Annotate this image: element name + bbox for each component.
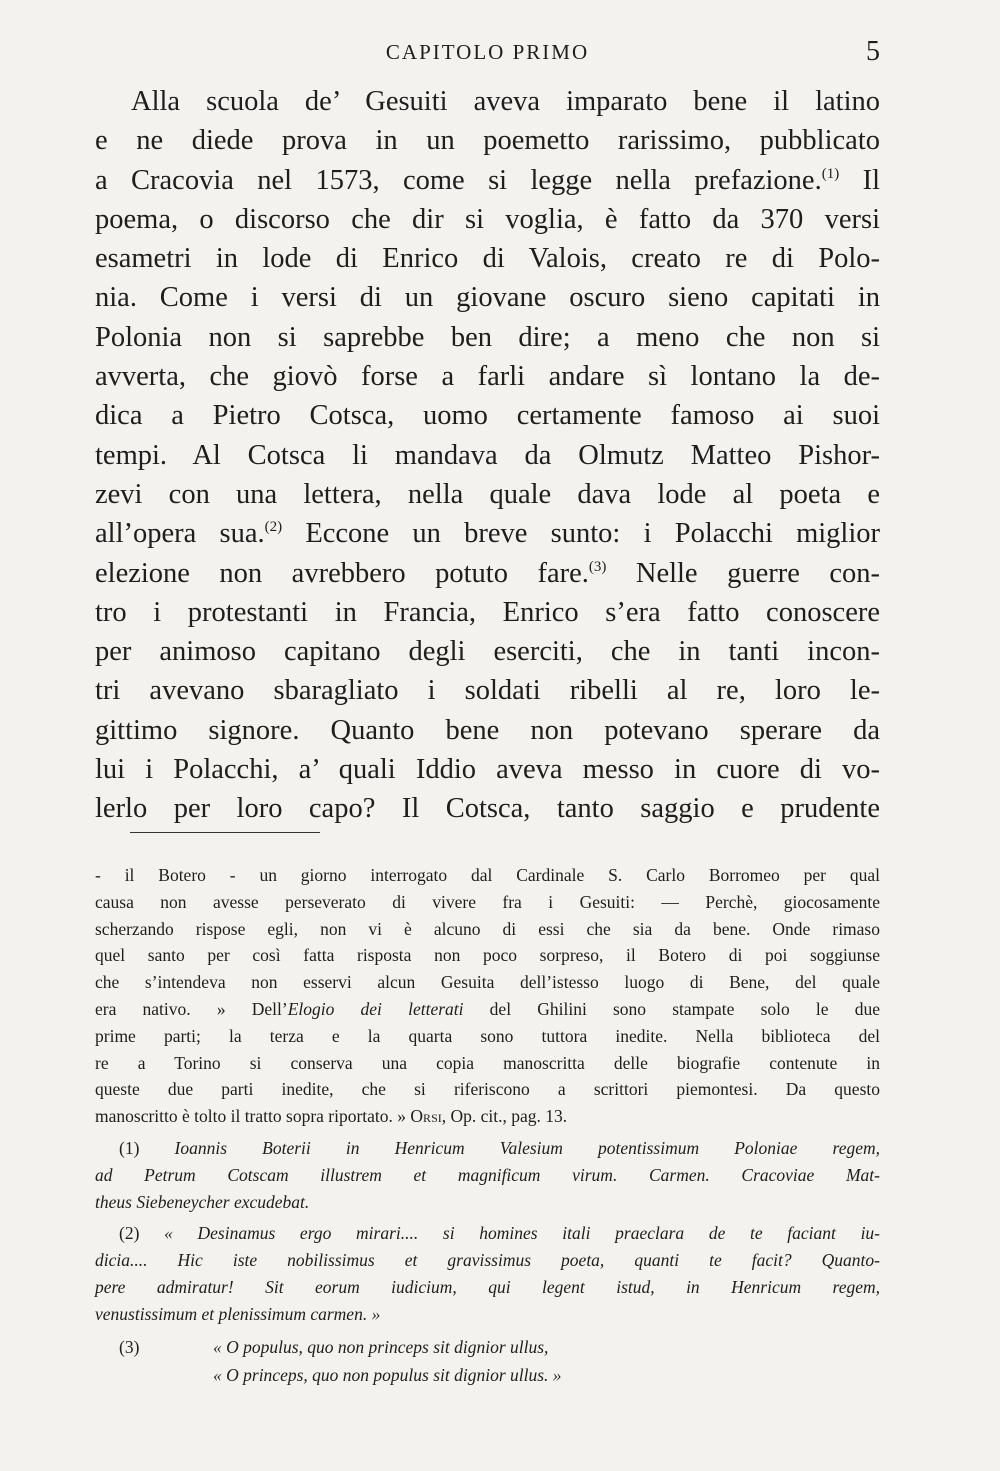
body-line: avverta, che giovò forse a farli andare sì lontano la de- <box>95 361 880 393</box>
note-line: prime parti; la terza e la quarta sono tuttora inedite. Nella biblioteca del <box>95 1025 880 1046</box>
note-line: che s’intendeva non esservi alcun Gesuita dell’istesso luogo di Bene, del quale <box>95 972 880 993</box>
verse-line: « O princeps, quo non populus sit dignior ullus. » <box>213 1364 562 1385</box>
note-line: queste due parti inedite, che si riferiscono a scrittori piemontesi. Da questo <box>95 1079 880 1100</box>
footnote-3 <box>95 1333 880 1389</box>
body-line: all’opera sua.$^{(2)}$ Eccone un breve sunto: i Polacchi miglior <box>95 518 880 550</box>
note-line: re a Torino si conserva una copia manoscritta delle biografie contenute in <box>95 1052 880 1073</box>
body-text <box>95 82 880 829</box>
note-line: causa non avesse perseverato di vivere fra i Gesuiti: — Perchè, giocosamente <box>95 891 880 912</box>
verse-line: (3) « O populus, quo non princeps sit dignior ullus, <box>95 1333 880 1361</box>
footnote-label: (1) <box>119 1137 140 1158</box>
body-line: poema, o discorso che dir si voglia, è fatto da 370 versi <box>95 203 880 235</box>
body-line: Polonia non si saprebbe ben dire; a meno che non si <box>95 321 880 353</box>
note-line: era nativo. » Dell’Elogio dei letterati del Ghilini sono stampate solo le due <box>95 998 880 1019</box>
footnote-label: (2) <box>119 1223 140 1244</box>
running-header <box>95 36 880 70</box>
note-line: theus Siebeneycher excudebat. <box>95 1191 310 1212</box>
body-line: a Cracovia nel 1573, come si legge nella prefazione.$^{(1)}$ Il <box>95 164 881 196</box>
note-line: ad Petrum Cotscam illustrem et magnificum virum. Carmen. Cracoviae Mat- <box>95 1164 880 1185</box>
body-line: zevi con una lettera, nella quale dava lode al poeta e <box>95 478 880 510</box>
footnote-2 <box>95 1220 880 1327</box>
body-line: per animoso capitano degli eserciti, che in tanti incon- <box>95 636 880 668</box>
body-line: nia. Come i versi di un giovane oscuro sieno capitati in <box>95 282 880 314</box>
body-line: lui i Polacchi, a’ quali Iddio aveva messo in cuore di vo- <box>95 754 880 786</box>
body-line: lerlo per loro capo? Il Cotsca, tanto saggio e prudente <box>95 793 880 825</box>
note-line: pere admiratur! Sit eorum iudicium, qui legent istud, in Henricum regem, <box>95 1276 880 1297</box>
body-line: dica a Pietro Cotsca, uomo certamente famoso ai suoi <box>95 400 880 432</box>
page-number: 5 <box>866 36 880 67</box>
body-line: e ne diede prova in un poemetto rarissimo, pubblicato <box>95 125 880 157</box>
footnote-1 <box>95 1135 880 1215</box>
footnote-label: (3) <box>119 1336 140 1357</box>
body-line: esametri in lode di Enrico di Valois, creato re di Polo- <box>95 243 880 275</box>
footnote-separator <box>130 832 320 833</box>
body-line: gittimo signore. Quanto bene non potevano sperare da <box>95 714 880 746</box>
note-line: scherzando rispose egli, non vi è alcuno di essi che sia da bene. Onde rimaso <box>95 918 880 939</box>
body-line: tro i protestanti in Francia, Enrico s’era fatto conoscere <box>95 596 880 628</box>
note-line: dicia.... Hic iste nobilissimus et gravissimus poeta, quanti te facit? Quanto- <box>95 1250 880 1271</box>
body-line: elezione non avrebbero potuto fare.$^{(3)}$ Nelle guerre con- <box>95 557 880 589</box>
footnote-ref: (3) <box>588 558 607 575</box>
body-line: tri avevano sbaragliato i soldati ribelli al re, loro le- <box>95 675 880 707</box>
body-line: tempi. Al Cotsca li mandava da Olmutz Matteo Pishor- <box>95 439 880 471</box>
chapter-title: CAPITOLO PRIMO <box>385 40 590 64</box>
note-line: (2) « Desinamus ergo mirari.... si homines itali praeclara de te faciant iu- <box>119 1223 881 1244</box>
note-line: (1) Ioannis Boterii in Henricum Valesium potentissimum Poloniae regem, <box>119 1137 881 1158</box>
footnote-ref: (2) <box>264 519 283 536</box>
note-line: venustissimum et plenissimum carmen. » <box>95 1303 381 1324</box>
note-line: manoscritto è tolto il tratto sopra riportato. » Orsi, Op. cit., pag. 13. <box>95 1106 568 1127</box>
cited-title: Elogio dei letterati <box>287 998 464 1019</box>
note-line: quel santo per così fatta risposta non poco sorpreso, il Botero di poi soggiunse <box>95 945 880 966</box>
footnote-continuation <box>95 862 880 1130</box>
footnotes <box>95 862 880 1389</box>
note-line: - il Botero - un giorno interrogato dal Cardinale S. Carlo Borromeo per qual <box>95 865 880 885</box>
body-line: Alla scuola de’ Gesuiti aveva imparato bene il latino <box>131 86 880 117</box>
cited-author: Orsi, <box>410 1106 447 1127</box>
footnote-ref: (1) <box>821 165 840 182</box>
